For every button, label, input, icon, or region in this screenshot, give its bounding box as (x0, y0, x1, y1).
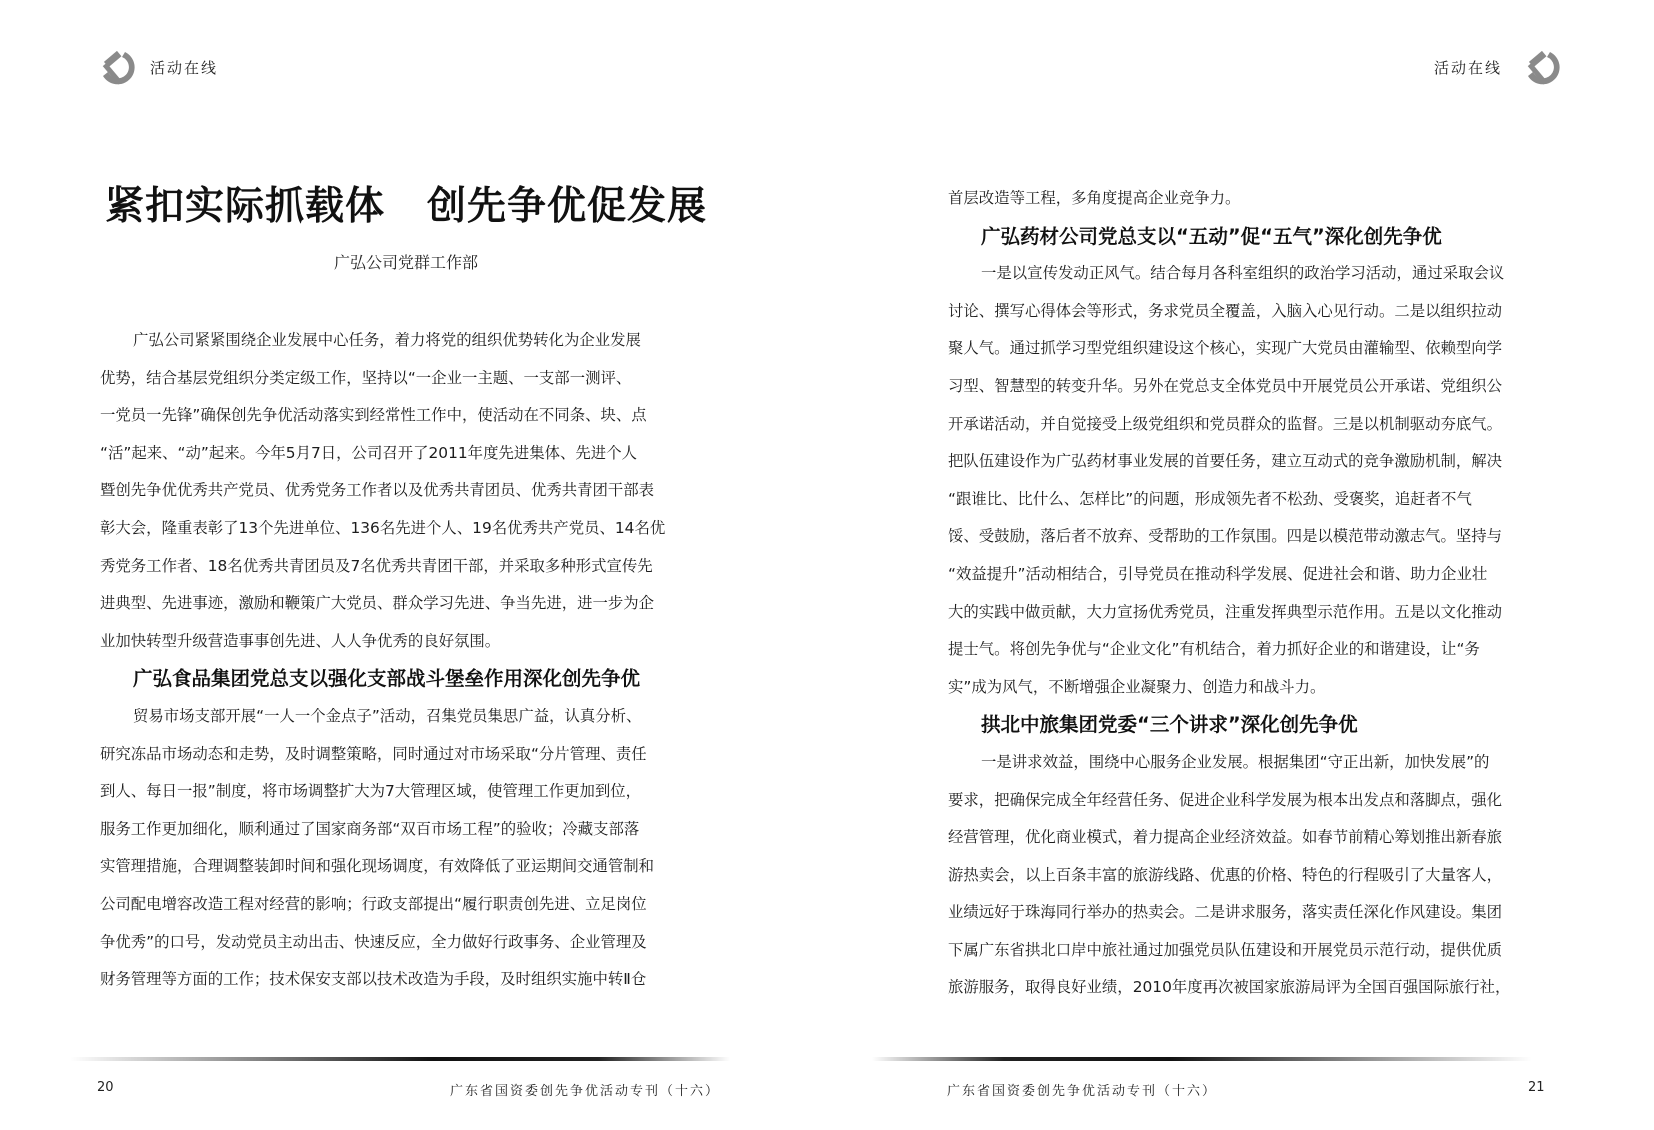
text-line: 讨论、撰写心得体会等形式，务求党员全覆盖，入脑入心见行动。二是以组织拉动 (948, 301, 1503, 320)
text-line: 研究冻品市场动态和走势，及时调整策略，同时通过对市场采取“分片管理、责任 (100, 744, 647, 763)
text-line: 大的实践中做贡献，大力宣扬优秀党员，注重发挥典型示范作用。五是以文化推动 (948, 602, 1503, 621)
text-line: 一是讲求效益，围绕中心服务企业发展。根据集团“守正出新，加快发展”的 (981, 752, 1490, 771)
text-line: 公司配电增容改造工程对经营的影响；行政支部提出“履行职责创先进、立足岗位 (100, 894, 647, 913)
text-line: 经营管理，优化商业模式，着力提高企业经济效益。如春节前精心筹划推出新春旅 (948, 828, 1503, 847)
byline: 广弘公司党群工作部 (333, 253, 478, 272)
journal-title: 广东省国资委创先争优活动专刊（十六） (947, 1084, 1218, 1099)
text-line: 提士气。将创先争优与“企业文化”有机结合，着力抓好企业的和谐建设，让“务 (948, 640, 1480, 659)
text-line: 游热卖会，以上百条丰富的旅游线路、优惠的价格、特色的行程吸引了大量客人， (948, 865, 1503, 884)
text-line: 把队伍建设作为广弘药材事业发展的首要任务，建立互动式的竞争激励机制，解决 (948, 452, 1503, 471)
text-line: 实”成为风气，不断增强企业凝聚力、创造力和战斗力。 (948, 677, 1326, 696)
article-title (90, 175, 722, 231)
text-line: 旅游服务，取得良好业绩，2010年度再次被国家旅游局评为全国百强国际旅行社， (948, 978, 1511, 997)
text-line: 业绩远好于珠海同行举办的热卖会。二是讲求服务，落实责任深化作风建设。集团 (948, 903, 1503, 922)
text-line: “跟谁比、比什么、怎样比”的问题，形成领先者不松劲、受褒奖，追赶者不气 (948, 489, 1472, 508)
text-line: 业加快转型升级营造事事创先进、人人争优秀的良好氛围。 (100, 631, 501, 650)
subheading: 广弘食品集团党总支以强化支部战斗堡垒作用深化创先争优 (133, 667, 641, 691)
text-line: 习型、智慧型的转变升华。另外在党总支全体党员中开展党员公开承诺、党组织公 (948, 376, 1503, 395)
text-line: 要求，把确保完成全年经营任务、促进企业科学发展为根本出发点和落脚点，强化 (948, 790, 1503, 809)
text-line: 实管理措施，合理调整装卸时间和强化现场调度，有效降低了亚运期间交通管制和 (100, 857, 655, 876)
hammer-sickle-icon (1520, 46, 1564, 90)
text-line: 财务管理等方面的工作；技术保安支部以技术改造为手段，及时组织实施中转Ⅱ仓 (100, 970, 647, 989)
title-part-1: 紧扣实际抓载体 (104, 183, 385, 229)
text-line: 聚人气。通过抓学习型党组织建设这个核心，实现广大党员由灌输型、依赖型向学 (948, 339, 1503, 358)
text-line: 彰大会，隆重表彰了13个先进单位、136名先进个人、19名优秀共产党员、14名优 (100, 518, 666, 537)
text-line: 馁、受鼓励，落后者不放弃、受帮助的工作氛围。四是以模范带动激志气。坚持与 (948, 527, 1503, 546)
title-part-2: 创先争优促发展 (427, 183, 708, 229)
footer-rule (70, 1057, 730, 1061)
text-line: 一是以宣传发动正风气。结合每月各科室组织的政治学习活动，通过采取会议 (981, 264, 1505, 283)
text-line: 优势，结合基层党组织分类定级工作，坚持以“一企业一主题、一支部一测评、 (100, 368, 632, 387)
right-text-column (948, 180, 1560, 1007)
section-label: 活动在线 (150, 59, 219, 77)
subheading: 广弘药材公司党总支以“五动”促“五气”深化创先争优 (981, 224, 1442, 248)
text-line: 开承诺活动，并自觉接受上级党组织和党员群众的监督。三是以机制驱动夯底气。 (948, 414, 1503, 433)
text-line: 争优秀”的口号，发动党员主动出击、快速反应，全力做好行政事务、企业管理及 (100, 932, 647, 951)
text-line: 首层改造等工程，多角度提高企业竞争力。 (948, 189, 1241, 207)
text-line: 下属广东省拱北口岸中旅社通过加强党员队伍建设和开展党员示范行动，提供优质 (948, 940, 1503, 959)
text-line: 暨创先争优优秀共产党员、优秀党务工作者以及优秀共青团员、优秀共青团干部表 (100, 481, 655, 500)
text-line: 进典型、先进事迹，激励和鞭策广大党员、群众学习先进、争当先进，进一步为企 (100, 594, 655, 613)
text-line: 广弘公司紧紧围绕企业发展中心任务，着力将党的组织优势转化为企业发展 (133, 331, 641, 349)
page-number: 21 (1528, 1080, 1545, 1095)
text-line: 到人、每日一报”制度，将市场调整扩大为7大管理区域，使管理工作更加到位， (100, 782, 642, 801)
text-line: “效益提升”活动相结合，引导党员在推动科学发展、促进社会和谐、助力企业壮 (948, 564, 1488, 583)
footer-rule (872, 1057, 1532, 1061)
page-number: 20 (97, 1080, 114, 1095)
right-page (827, 0, 1654, 1130)
subheading: 拱北中旅集团党委“三个讲求”深化创先争优 (981, 713, 1358, 737)
text-line: 一党员一先锋”确保创先争优活动落实到经常性工作中，使活动在不同条、块、点 (100, 406, 647, 425)
text-line: 秀党务工作者、18名优秀共青团员及7名优秀共青团干部，并采取多种形式宣传先 (100, 556, 653, 575)
text-line: 服务工作更加细化，顺利通过了国家商务部“双百市场工程”的验收；冷藏支部落 (100, 819, 640, 838)
left-text-column (100, 322, 712, 999)
journal-title: 广东省国资委创先争优活动专刊（十六） (450, 1084, 721, 1099)
text-line: 贸易市场支部开展“一人一个金点子”活动，召集党员集思广益，认真分析、 (133, 706, 642, 725)
section-label: 活动在线 (1434, 59, 1503, 77)
hammer-sickle-icon (95, 46, 139, 90)
text-line: “活”起来、“动”起来。今年5月7日，公司召开了2011年度先进集体、先进个人 (100, 443, 637, 462)
